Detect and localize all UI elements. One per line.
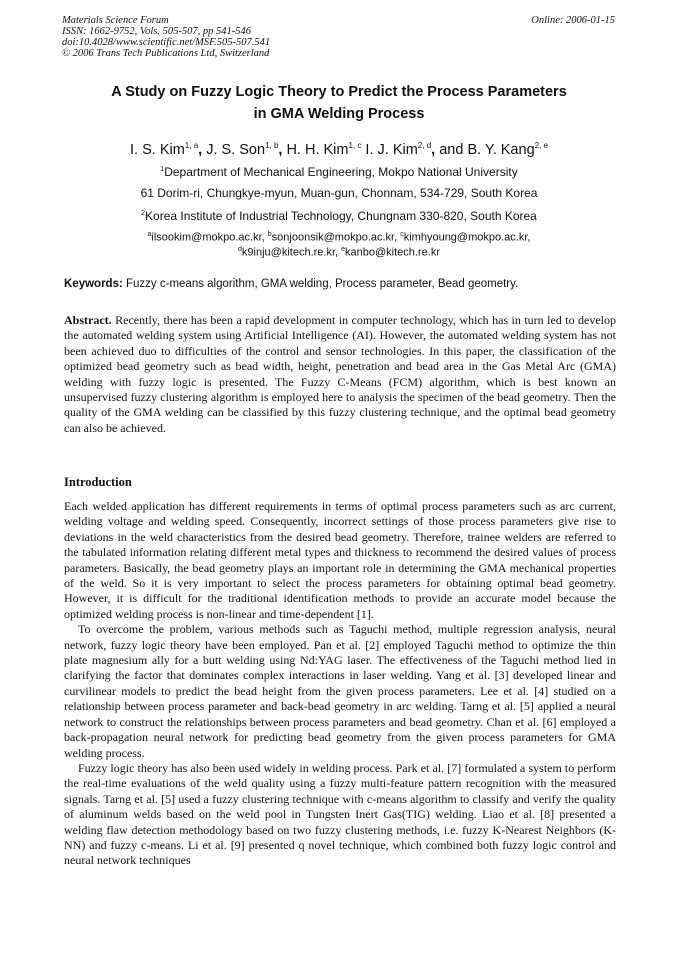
online-date: Online: 2006-01-15 (531, 15, 615, 26)
paper-title (40, 81, 638, 125)
email-address: k9inju@kitech.re.kr, (241, 246, 339, 259)
author-name: I. S. Kim (130, 141, 185, 158)
author-name: J. S. Son (206, 141, 266, 158)
affiliation-1-address: 61 Dorim-ri, Chungkye-myun, Muan-gun, Chonnam, 534-729, South Korea (140, 186, 538, 200)
email-mark: e (341, 246, 346, 253)
keywords-text: Fuzzy c-means algorithm, GMA welding, Process parameter, Bead geometry. (126, 278, 519, 290)
email-mark: a (147, 231, 152, 238)
affiliation-mark: 1 (160, 166, 165, 173)
affiliation-1 (30, 163, 648, 179)
affiliation-text: Department of Mechanical Engineering, Mokpo National University (164, 165, 518, 179)
email-line-2 (30, 243, 648, 260)
title-line-2: in GMA Welding Process (253, 106, 425, 122)
introduction-body (64, 499, 616, 869)
paragraph: Fuzzy logic theory has also been used widely in welding process. Park et al. [7] formulated a system to perform the real-time evaluations of the weld quality using a fuzzy multi-feature pattern recognition with the measured signals. Tarng et al. [5] used a fuzzy clustering technique with c-means algorithm to classify and verify the quality of aluminum welds based on the weld pool in Tungsten Inert Gas(TIG) welding. Liao et al. [8] presented a welding flaw detection methodology based on two fuzzy clustering methods, i.e. fuzzy K-Nearest Neighbors (K-NN) and fuzzy c-means. Li et al. [9] presented q novel technique, which combined both fuzzy logic control and neural network techniques (64, 760, 616, 868)
copyright-line: © 2006 Trans Tech Publications Ltd, Switzerland (62, 48, 270, 59)
email-address: sonjoonsik@mokpo.ac.kr, (271, 231, 398, 244)
section-heading-introduction: Introduction (64, 475, 132, 489)
author-name: H. H. Kim (286, 141, 349, 158)
affiliation-2 (30, 207, 648, 223)
author-affiliation-mark: 1, c (348, 141, 362, 150)
author-name: I. J. Kim (365, 141, 418, 158)
abstract-text: Recently, there has been a rapid development in computer technology, which has in turn led to develop the automated welding system using Artificial Intelligence (AI). However, the automated welding system has not been achieved duo to difficulties of the control and sensor technologies. In this paper, the classification of the optimized bead geometry such as bead width, height, penetration and bead area in the Gas Metal Arc (GMA) welding with fuzzy logic is presented. The Fuzzy C-Means (FCM) algorithm, which is best known an unsupervised fuzzy clustering algorithm is employed here to analysis the specimen of the bead geometry. Then the quality of the GMA welding can be classified by this fuzzy clustering technique, and the optimal bead geometry can also be achieved. (64, 313, 617, 435)
author-conjunction: and (439, 141, 464, 158)
keywords (64, 277, 616, 291)
author-affiliation-mark: 2, e (534, 141, 548, 150)
issn-line: ISSN: 1662-9752, Vols. 505-507, pp 541-546 (62, 26, 251, 37)
author-list: I. S. Kim$^{1, a}$, J. S. Son$^{1, b}$, H. H. Kim$^{1, c}$ I. J. Kim$^{2, d}$, and B. Y. Kang$^{2, e}$ (130, 141, 548, 158)
author-affiliation-mark: 1, a (184, 141, 199, 150)
email-mark: b (267, 231, 272, 238)
affiliation-text: Korea Institute of Industrial Technology, Chungnam 330-820, South Korea (145, 209, 537, 223)
email-address: kanbo@kitech.re.kr (345, 246, 440, 259)
title-line-1: A Study on Fuzzy Logic Theory to Predict the Process Parameters (111, 84, 567, 100)
author-name: B. Y. Kang (467, 141, 535, 158)
abstract (64, 313, 616, 436)
email-mark: c (400, 231, 404, 238)
email-address: kimhyoung@mokpo.ac.kr, (403, 231, 531, 244)
email-address: ilsookim@mokpo.ac.kr, (151, 231, 265, 244)
journal-name: Materials Science Forum (62, 15, 169, 26)
abstract-label: Abstract. (64, 313, 112, 327)
paragraph: Each welded application has different requirements in terms of optimal process parameters such as arc current, welding voltage and welding speed. Consequently, incorrect settings of those process parameters give rise to deviations in the weld characteristics from the desired bead geometry. Therefore, trainee welders are referred to the tabulated information relating different metal types and thickness to recommend the desired values of process parameters. Basically, the bead geometry plays an important role in determining the GMA mechanical properties of the weld. So it is very important to select the process parameters for obtaining optimal bead geometry. However, it is difficult for the traditional identification methods to provide an accurate model because the optimized welding process is non-linear and time-dependent [1]. (64, 499, 616, 621)
paragraph: To overcome the problem, various methods such as Taguchi method, multiple regression analysis, neural network, fuzzy logic theory have been employed. Pan et al. [2] employed Taguchi method to optimize the thin plate magnesium ally for a butt welding using Nd:YAG laser. The effectiveness of the Taguchi method lied in clarifying the factor that dominates complex interactions in laser welding. Yang et al. [3] developed linear and curvilinear models to predict the bead height from the given process parameters. Lee et al. [4] studied on a relationship between process parameter and back-bead geometry in arc welding. Tarng et al. [5] applied a neural network to construct the relationships between process parameters and bead geometry. Chan et al. [6] employed a back-propagation neural network for predicting bead geometry from the given process parameters for GMA welding process. (64, 622, 616, 760)
email-mark: d (238, 246, 242, 253)
doi-line: doi:10.4028/www.scientific.net/MSF.505-507.541 (62, 37, 271, 48)
author-affiliation-mark: 1, b (265, 141, 279, 150)
affiliation-mark: 2 (141, 210, 146, 217)
journal-header (62, 15, 270, 59)
keywords-label: Keywords: (64, 278, 123, 290)
author-affiliation-mark: 2, d (417, 141, 432, 150)
